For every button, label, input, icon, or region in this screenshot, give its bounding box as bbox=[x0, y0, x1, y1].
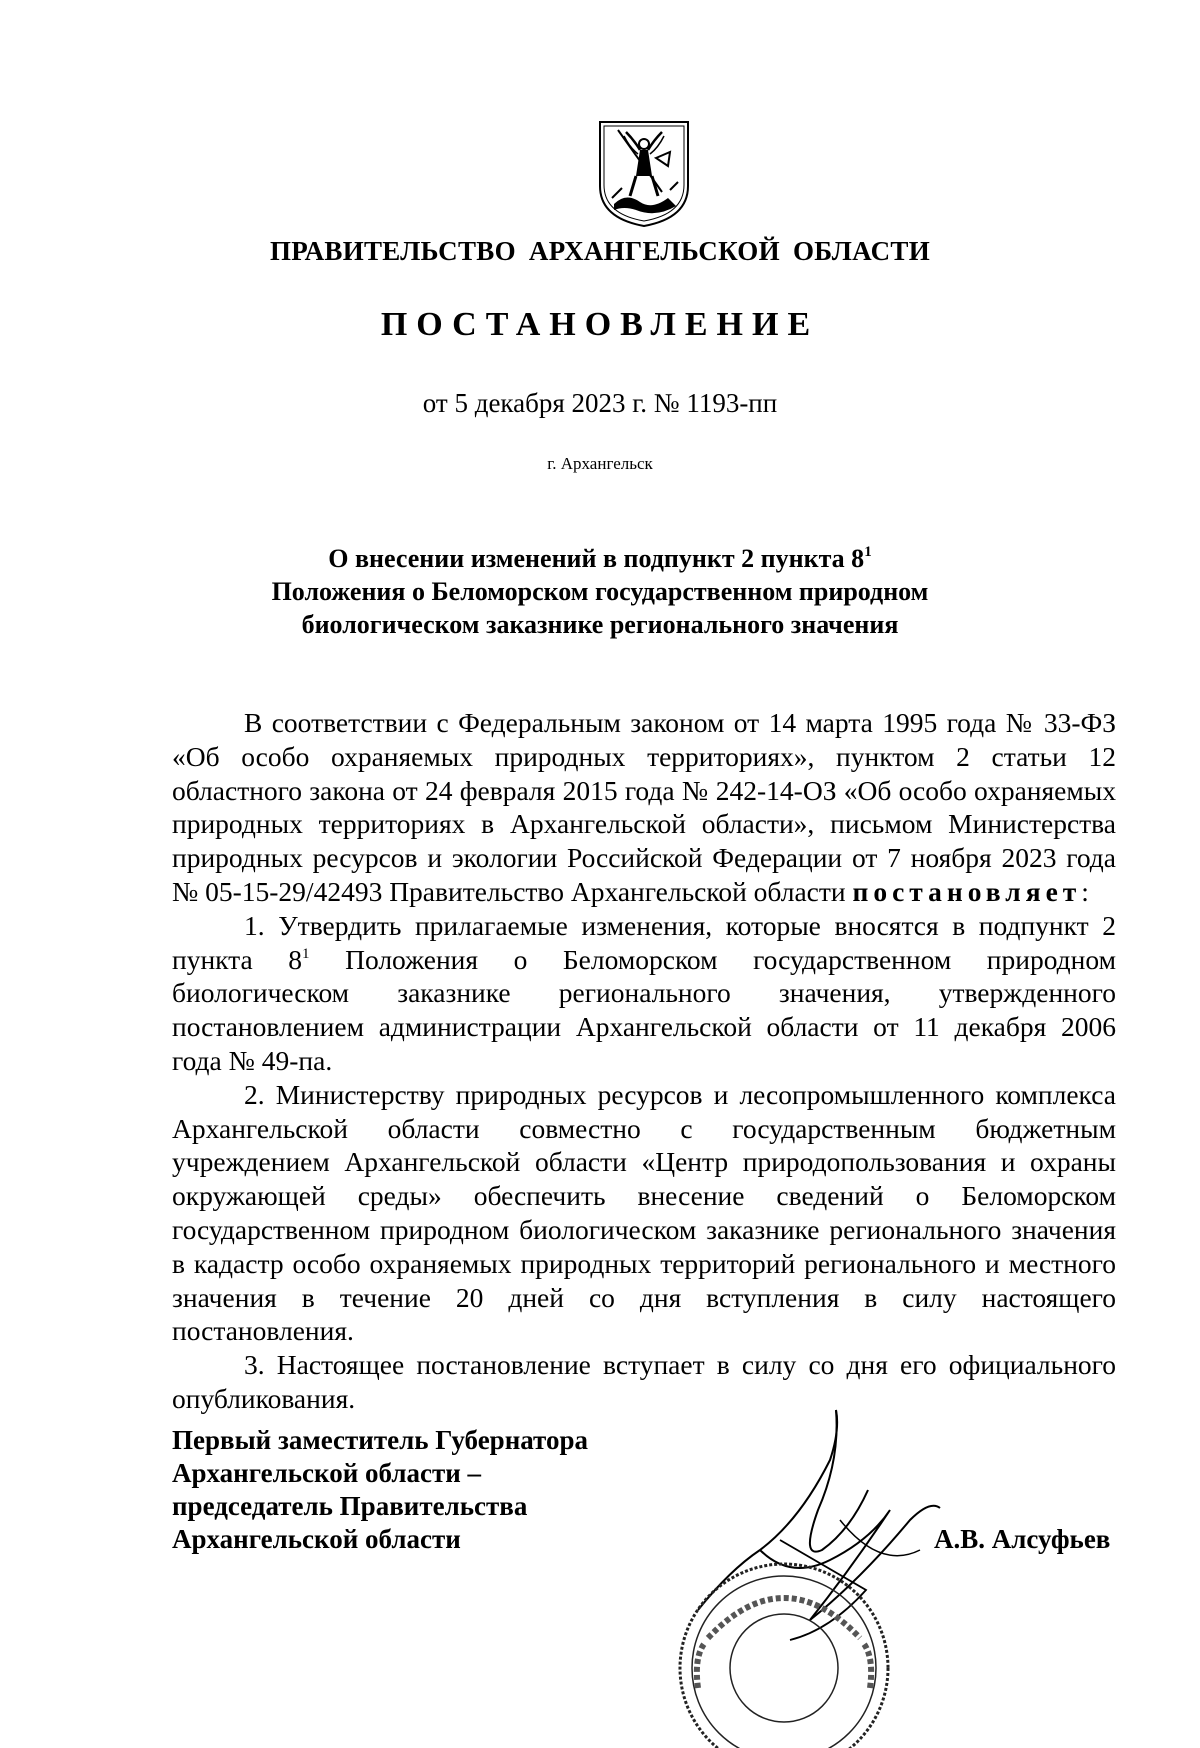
document-body bbox=[172, 706, 1116, 1416]
coat-of-arms-icon bbox=[596, 118, 692, 230]
title-line-2: Положения о Беломорском государственном природном bbox=[271, 577, 929, 606]
signatory-position: Первый заместитель Губернатора Архангельской области – председатель Правительства Архангельской области bbox=[172, 1425, 588, 1554]
organization-name: ПРАВИТЕЛЬСТВО АРХАНГЕЛЬСКОЙ ОБЛАСТИ bbox=[269, 236, 931, 266]
title-line-3: биологическом заказнике регионального значения bbox=[301, 610, 899, 639]
document-title bbox=[0, 542, 1200, 641]
document-city: г. Архангельск bbox=[547, 454, 653, 473]
signatory-name: А.В. Алсуфьев bbox=[934, 1524, 1111, 1554]
resolves-keyword: постановляет bbox=[852, 875, 1082, 907]
item-2-paragraph: 2. Министерству природных ресурсов и лесопромышленного комплекса Архангельской области совместно с государственным бюджетным учреждением Архангельской области «Центр природопользования и охраны окружающей среды» обеспечить внесение сведений о Беломорском государственном природном биологическом заказнике регионального значения в кадастр особо охраняемых природных территорий регионального и местного значения в течение 20 дней со дня вступления в силу настоящего постановления. bbox=[172, 1078, 1116, 1347]
title-line-1: О внесении изменений в подпункт 2 пункта $8^1$ bbox=[328, 544, 872, 573]
document-date-number: от 5 декабря 2023 г. № 1193-пп bbox=[422, 388, 778, 418]
item-1-paragraph: 1. Утвердить прилагаемые изменения, которые вносятся в подпункт 2 пункта $8^1$ Положения о Беломорском государственном природном биологическом заказнике регионального значения, утвержденного постановлением администрации Архангельской области от 11 декабря 2006 года № 49-па. bbox=[172, 909, 1116, 1076]
intro-paragraph: В соответствии с Федеральным законом от 14 марта 1995 года № 33-ФЗ «Об особо охраняемых природных территориях», пунктом 2 статьи 12 областного закона от 24 февраля 2015 года № 242-14-ОЗ «Об особо охраняемых природных территориях в Архангельской области», письмом Министерства природных ресурсов и экологии Российской Федерации от 7 ноября 2023 года № 05-15-29/42493 Правительство Архангельской области постановляет: bbox=[172, 707, 1116, 907]
item-3-paragraph: 3. Настоящее постановление вступает в силу со дня его официального опубликования. bbox=[172, 1349, 1116, 1414]
document-type: ПОСТАНОВЛЕНИЕ bbox=[380, 306, 820, 343]
official-stamp-icon bbox=[664, 1548, 904, 1748]
